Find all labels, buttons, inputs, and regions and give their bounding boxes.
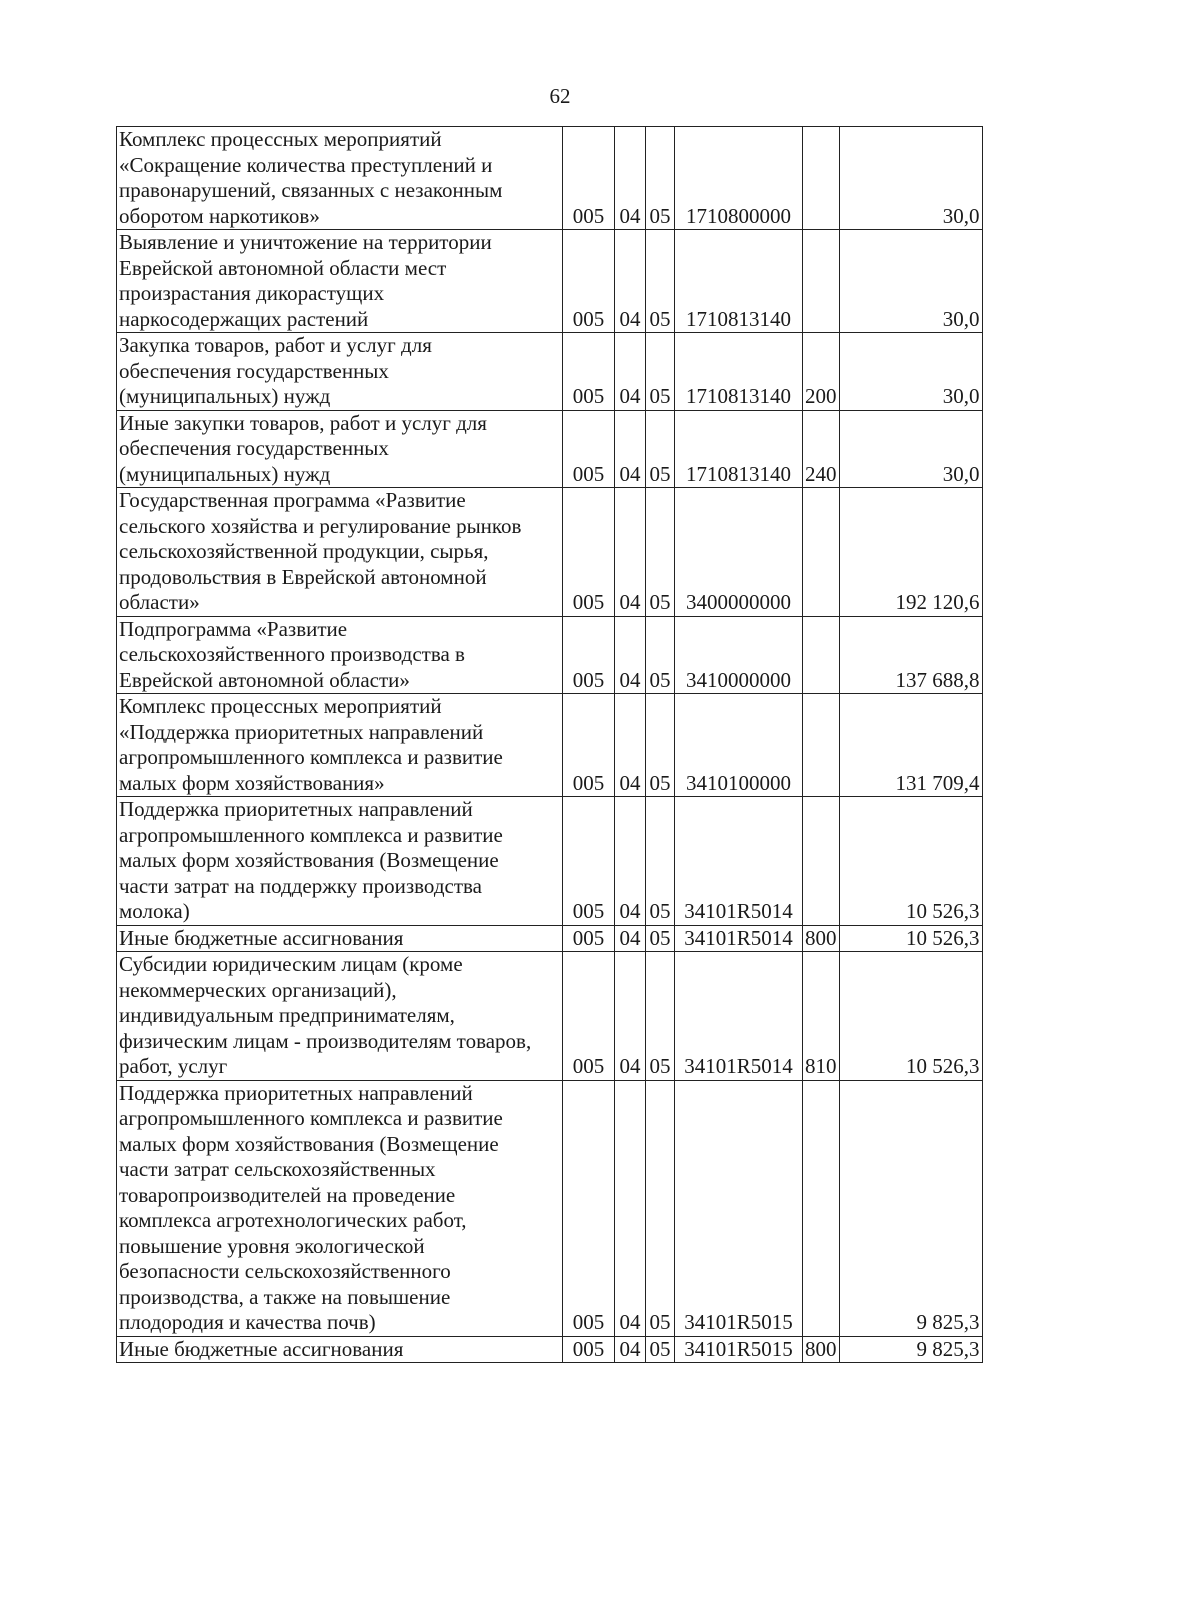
row-name-line: сельскохозяйственной продукции, сырья,	[119, 539, 489, 563]
table-row	[117, 925, 983, 952]
section-code-cell: 04	[615, 230, 646, 333]
expense-type-cell: 800	[803, 925, 840, 952]
budget-table	[116, 126, 983, 1363]
table-row	[117, 797, 983, 926]
row-name-line: Подпрограмма «Развитие	[119, 616, 348, 641]
ministry-code-cell: 005	[563, 1336, 615, 1363]
ministry-code-cell: 005	[563, 127, 615, 230]
expense-type-cell: 200	[803, 333, 840, 411]
target-article-cell: 3400000000	[675, 488, 803, 617]
row-name-line: физическим лицам - производителям товаров,	[119, 1028, 532, 1053]
row-name-line: агропромышленного комплекса и развитие	[119, 1106, 503, 1130]
section-code-cell: 04	[615, 1336, 646, 1363]
subsection-code-cell: 05	[646, 333, 675, 411]
ministry-code-cell: 005	[563, 1080, 615, 1336]
row-name-cell	[117, 1336, 563, 1363]
row-name-line: «Поддержка приоритетных направлений	[119, 719, 484, 744]
section-code-cell: 04	[615, 797, 646, 926]
table-row	[117, 952, 983, 1081]
amount-cell: 30,0	[839, 410, 982, 488]
row-name-line: производства, а также на повышение	[119, 1284, 451, 1309]
target-article-cell: 34101R5014	[675, 925, 803, 952]
section-code-cell: 04	[615, 952, 646, 1081]
ministry-code-cell: 005	[563, 616, 615, 694]
table-row	[117, 616, 983, 694]
row-name-line: Поддержка приоритетных направлений	[119, 797, 473, 821]
ministry-code-cell: 005	[563, 694, 615, 797]
row-name-line: малых форм хозяйствования»	[119, 770, 385, 795]
row-name-line: работ, услуг	[119, 1054, 228, 1078]
row-name-line: Субсидии юридическим лицам (кроме	[119, 952, 463, 976]
row-name-line: обеспечения государственных	[119, 436, 389, 460]
amount-cell: 137 688,8	[839, 616, 982, 694]
row-name-line: повышение уровня экологической	[119, 1233, 425, 1258]
target-article-cell: 3410000000	[675, 616, 803, 694]
row-name-line: обеспечения государственных	[119, 358, 389, 383]
row-name-line: малых форм хозяйствования (Возмещение	[119, 848, 499, 872]
budget-table-body	[117, 127, 983, 1363]
row-name-cell	[117, 333, 563, 411]
target-article-cell: 34101R5014	[675, 952, 803, 1081]
subsection-code-cell: 05	[646, 127, 675, 230]
row-name-cell	[117, 616, 563, 694]
ministry-code-cell: 005	[563, 230, 615, 333]
target-article-cell: 3410100000	[675, 694, 803, 797]
row-name-line: сельскохозяйственного производства в	[119, 642, 465, 666]
row-name-line: товаропроизводителей на проведение	[119, 1182, 456, 1207]
row-name-line: части затрат сельскохозяйственных	[119, 1157, 436, 1181]
table-row	[117, 333, 983, 411]
row-name-line: Еврейской автономной области»	[119, 667, 410, 692]
subsection-code-cell: 05	[646, 952, 675, 1081]
amount-cell: 192 120,6	[839, 488, 982, 617]
row-name-line: Государственная программа «Развитие	[119, 488, 466, 512]
expense-type-cell	[803, 694, 840, 797]
table-row	[117, 1336, 983, 1363]
row-name-line: Иные бюджетные ассигнования	[119, 1336, 404, 1361]
row-name-line: малых форм хозяйствования (Возмещение	[119, 1131, 499, 1156]
table-row	[117, 230, 983, 333]
row-name-line: Закупка товаров, работ и услуг для	[119, 333, 432, 357]
target-article-cell: 34101R5015	[675, 1080, 803, 1336]
expense-type-cell	[803, 1080, 840, 1336]
target-article-cell: 1710800000	[675, 127, 803, 230]
amount-cell: 9 825,3	[839, 1080, 982, 1336]
amount-cell: 10 526,3	[839, 925, 982, 952]
row-name-line: безопасности сельскохозяйственного	[119, 1259, 451, 1283]
target-article-cell: 34101R5014	[675, 797, 803, 926]
row-name-line: части затрат на поддержку производства	[119, 873, 482, 898]
section-code-cell: 04	[615, 127, 646, 230]
table-row	[117, 410, 983, 488]
section-code-cell: 04	[615, 488, 646, 617]
subsection-code-cell: 05	[646, 925, 675, 952]
row-name-line: Выявление и уничтожение на территории	[119, 230, 492, 254]
ministry-code-cell: 005	[563, 925, 615, 952]
row-name-line: правонарушений, связанных с незаконным	[119, 178, 503, 202]
ministry-code-cell: 005	[563, 797, 615, 926]
page-number: 62	[549, 84, 571, 108]
row-name-line: агропромышленного комплекса и развитие	[119, 822, 503, 847]
ministry-code-cell: 005	[563, 488, 615, 617]
amount-cell: 10 526,3	[839, 952, 982, 1081]
row-name-line: Еврейской автономной области мест	[119, 255, 447, 280]
ministry-code-cell: 005	[563, 410, 615, 488]
expense-type-cell	[803, 488, 840, 617]
subsection-code-cell: 05	[646, 616, 675, 694]
subsection-code-cell: 05	[646, 797, 675, 926]
expense-type-cell	[803, 230, 840, 333]
amount-cell: 30,0	[839, 333, 982, 411]
target-article-cell: 1710813140	[675, 230, 803, 333]
ministry-code-cell: 005	[563, 333, 615, 411]
expense-type-cell: 810	[803, 952, 840, 1081]
subsection-code-cell: 05	[646, 410, 675, 488]
amount-cell: 9 825,3	[839, 1336, 982, 1363]
row-name-line: произрастания дикорастущих	[119, 281, 385, 305]
row-name-line: продовольствия в Еврейской автономной	[119, 564, 487, 589]
row-name-cell	[117, 1080, 563, 1336]
row-name-line: плодородия и качества почв)	[119, 1310, 376, 1334]
row-name-line: (муниципальных) нужд	[119, 384, 331, 408]
amount-cell: 30,0	[839, 127, 982, 230]
row-name-line: Иные бюджетные ассигнования	[119, 925, 404, 950]
row-name-cell	[117, 230, 563, 333]
row-name-cell	[117, 127, 563, 230]
section-code-cell: 04	[615, 333, 646, 411]
amount-cell: 131 709,4	[839, 694, 982, 797]
row-name-line: (муниципальных) нужд	[119, 461, 331, 486]
table-row	[117, 1080, 983, 1336]
row-name-line: некоммерческих организаций),	[119, 977, 397, 1002]
row-name-cell	[117, 410, 563, 488]
row-name-line: индивидуальным предпринимателям,	[119, 1003, 455, 1027]
section-code-cell: 04	[615, 616, 646, 694]
subsection-code-cell: 05	[646, 230, 675, 333]
subsection-code-cell: 05	[646, 1080, 675, 1336]
row-name-cell	[117, 797, 563, 926]
row-name-line: наркосодержащих растений	[119, 306, 369, 331]
section-code-cell: 04	[615, 925, 646, 952]
row-name-cell	[117, 488, 563, 617]
row-name-line: сельского хозяйства и регулирование рынков	[119, 513, 522, 538]
section-code-cell: 04	[615, 1080, 646, 1336]
subsection-code-cell: 05	[646, 1336, 675, 1363]
ministry-code-cell: 005	[563, 952, 615, 1081]
row-name-line: комплекса агротехнологических работ,	[119, 1208, 467, 1232]
row-name-cell	[117, 925, 563, 952]
row-name-line: Поддержка приоритетных направлений	[119, 1080, 473, 1105]
row-name-line: молока)	[119, 899, 190, 923]
row-name-cell	[117, 694, 563, 797]
table-row	[117, 488, 983, 617]
row-name-line: оборотом наркотиков»	[119, 203, 320, 228]
section-code-cell: 04	[615, 694, 646, 797]
subsection-code-cell: 05	[646, 488, 675, 617]
target-article-cell: 1710813140	[675, 410, 803, 488]
target-article-cell: 1710813140	[675, 333, 803, 411]
subsection-code-cell: 05	[646, 694, 675, 797]
section-code-cell: 04	[615, 410, 646, 488]
row-name-cell	[117, 952, 563, 1081]
expense-type-cell: 800	[803, 1336, 840, 1363]
expense-type-cell	[803, 127, 840, 230]
row-name-line: области»	[119, 590, 200, 614]
expense-type-cell	[803, 797, 840, 926]
target-article-cell: 34101R5015	[675, 1336, 803, 1363]
row-name-line: агропромышленного комплекса и развитие	[119, 745, 503, 769]
table-row	[117, 127, 983, 230]
table-row	[117, 694, 983, 797]
row-name-line: Комплекс процессных мероприятий	[119, 127, 442, 151]
amount-cell: 10 526,3	[839, 797, 982, 926]
row-name-line: Иные закупки товаров, работ и услуг для	[119, 410, 487, 435]
expense-type-cell: 240	[803, 410, 840, 488]
amount-cell: 30,0	[839, 230, 982, 333]
expense-type-cell	[803, 616, 840, 694]
row-name-line: «Сокращение количества преступлений и	[119, 152, 493, 177]
row-name-line: Комплекс процессных мероприятий	[119, 694, 442, 718]
